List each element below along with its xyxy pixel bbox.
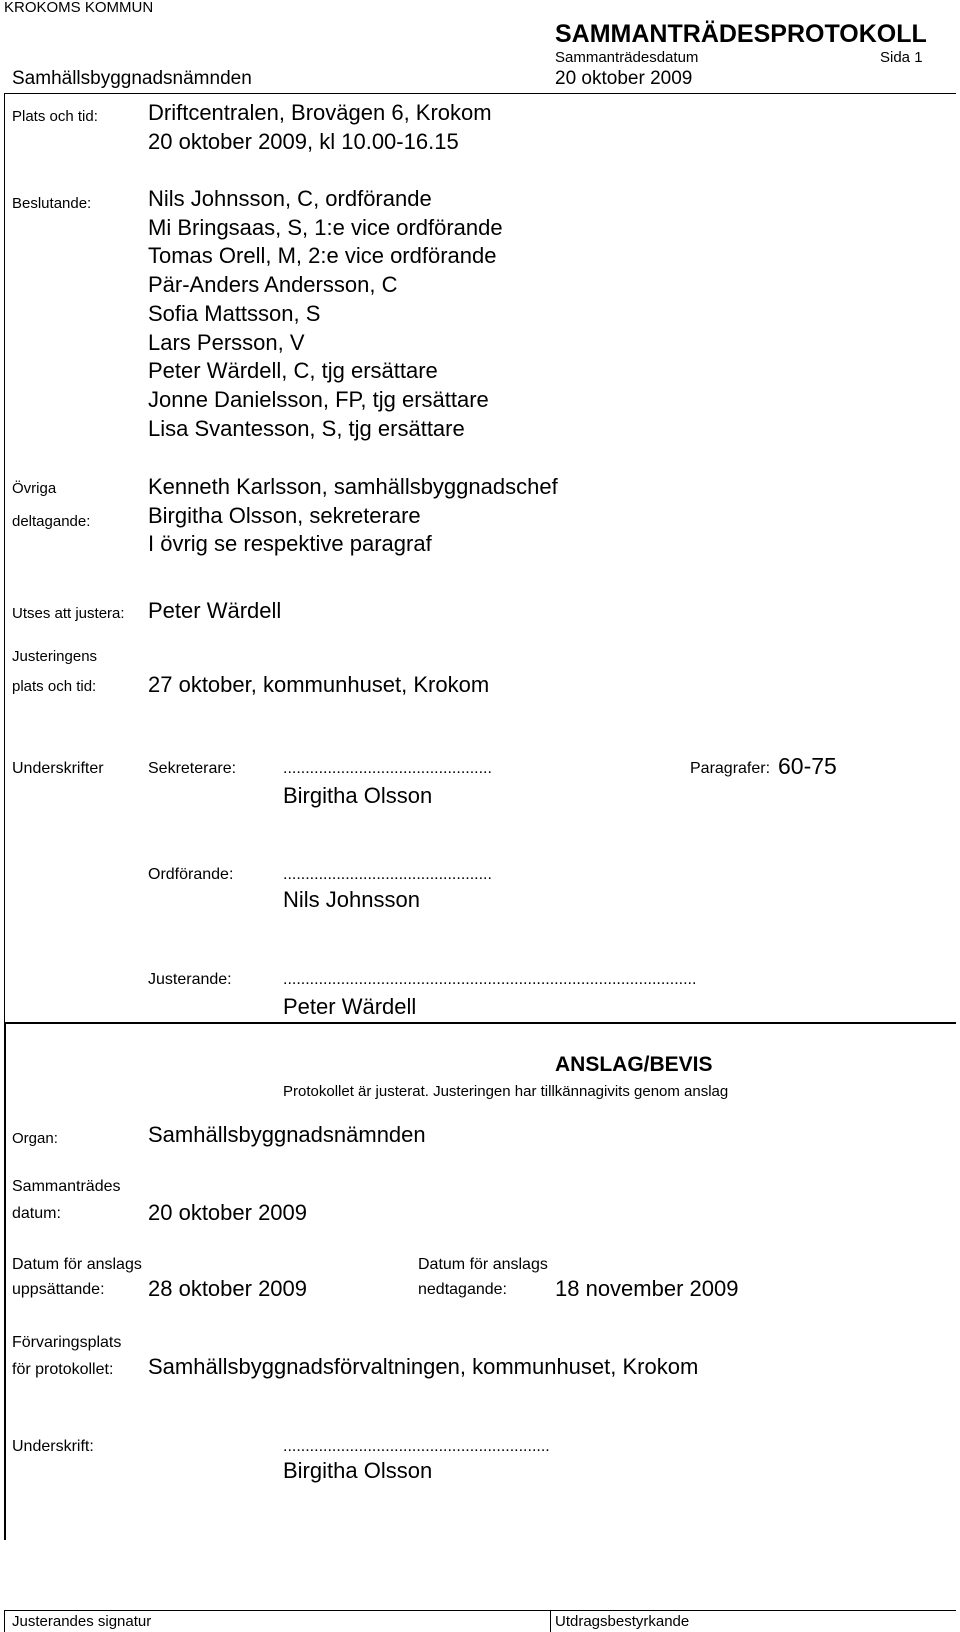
signature-line: ............................................................ [283, 1438, 550, 1455]
posting-value: 28 oktober 2009 [148, 1276, 308, 1301]
organ-label: Organ: [12, 1130, 58, 1147]
adjuster-sign-name: Peter Wärdell [283, 994, 417, 1019]
notice-title: ANSLAG/BEVIS [555, 1053, 713, 1076]
meeting-label-line2: datum: [12, 1205, 61, 1222]
municipality-name: KROKOMS KOMMUN [4, 0, 154, 16]
others-label-line2: deltagande: [12, 513, 91, 530]
signature-label: Underskrift: [12, 1438, 94, 1455]
removal-label-line2: nedtagande: [418, 1281, 507, 1298]
adjuster-label: Utses att justera: [12, 605, 125, 622]
secretary-label: Sekreterare: [148, 760, 237, 777]
secretary-signature-line: ............................................... [283, 760, 492, 777]
posting-label-line1: Datum för anslags [12, 1256, 142, 1273]
storage-value: Samhällsbyggnadsförvaltningen, kommunhuset, Krokom [148, 1354, 699, 1379]
others-label-line1: Övriga [12, 480, 57, 497]
adjuster-name: Peter Wärdell [148, 598, 282, 623]
participant-item: Birgitha Olsson, sekreterare [148, 502, 421, 528]
adjustment-label-line2: plats och tid: [12, 678, 97, 695]
member-item: Sofia Mattsson, S [148, 300, 321, 326]
others-list [148, 473, 558, 559]
notice-box-left-rule [4, 1022, 6, 1540]
member-item: Pär-Anders Andersson, C [148, 272, 398, 298]
board-name: Samhällsbyggnadsnämnden [12, 68, 252, 89]
member-item: Mi Bringsaas, S, 1:e vice ordförande [148, 214, 503, 240]
secretary-name: Birgitha Olsson [283, 783, 433, 808]
removal-label-line1: Datum för anslags [418, 1256, 548, 1273]
meeting-date: 20 oktober 2009 [555, 68, 693, 89]
deciding-label: Beslutande: [12, 195, 92, 212]
place-time-label: Plats och tid: [12, 108, 98, 125]
storage-label-line2: för protokollet: [12, 1361, 114, 1378]
member-item: Lars Persson, V [148, 329, 305, 355]
meeting-label-line1: Sammanträdes [12, 1178, 121, 1195]
chair-signature-line: ............................................... [283, 866, 492, 883]
footer-rule [4, 1610, 956, 1611]
meeting-date-label: Sammanträdesdatum [555, 49, 699, 66]
meeting-value: 20 oktober 2009 [148, 1200, 308, 1225]
member-item: Nils Johnsson, C, ordförande [148, 186, 432, 211]
participant-item: Kenneth Karlsson, samhällsbyggnadschef [148, 474, 558, 499]
notice-box-top-rule [4, 1022, 956, 1024]
adjustment-label-line1: Justeringens [12, 648, 98, 665]
adjustment-value: 27 oktober, kommunhuset, Krokom [148, 672, 490, 697]
left-margin-rule [4, 93, 5, 1023]
page-number: Sida 1 [880, 49, 923, 66]
paragraphs-value: 60-75 [778, 753, 837, 779]
notice-statement: Protokollet är justerat. Justeringen har tillkännagivits genom anslag [283, 1083, 729, 1100]
storage-label-line1: Förvaringsplats [12, 1334, 122, 1351]
place-line: Driftcentralen, Brovägen 6, Krokom [148, 100, 492, 125]
footer-divider-middle [550, 1610, 551, 1632]
deciding-members [148, 185, 503, 443]
paragraphs-label: Paragrafer: [690, 760, 771, 777]
footer-divider-left [4, 1610, 5, 1632]
header-rule [4, 93, 956, 94]
posting-label-line2: uppsättande: [12, 1281, 105, 1298]
member-item: Lisa Svantesson, S, tjg ersättare [148, 415, 465, 441]
adjuster-signature-line: ............................................................................................. [283, 971, 697, 988]
participant-item: I övrig se respektive paragraf [148, 531, 432, 557]
member-item: Jonne Danielsson, FP, tjg ersättare [148, 386, 489, 412]
chair-label: Ordförande: [148, 866, 234, 883]
organ-value: Samhällsbyggnadsnämnden [148, 1122, 426, 1147]
adjuster-sign-label: Justerande: [148, 971, 232, 988]
place-time-value [148, 99, 492, 156]
member-item: Peter Wärdell, C, tjg ersättare [148, 358, 438, 384]
removal-value: 18 november 2009 [555, 1276, 739, 1301]
signature-name: Birgitha Olsson [283, 1458, 433, 1483]
time-line: 20 oktober 2009, kl 10.00-16.15 [148, 128, 459, 154]
footer-adjuster-signature: Justerandes signatur [12, 1613, 152, 1630]
signatures-label: Underskrifter [12, 760, 104, 777]
footer-extract-certification: Utdragsbestyrkande [555, 1613, 690, 1630]
member-item: Tomas Orell, M, 2:e vice ordförande [148, 243, 497, 269]
chair-name: Nils Johnsson [283, 887, 420, 912]
document-type: SAMMANTRÄDESPROTOKOLL [555, 20, 927, 48]
